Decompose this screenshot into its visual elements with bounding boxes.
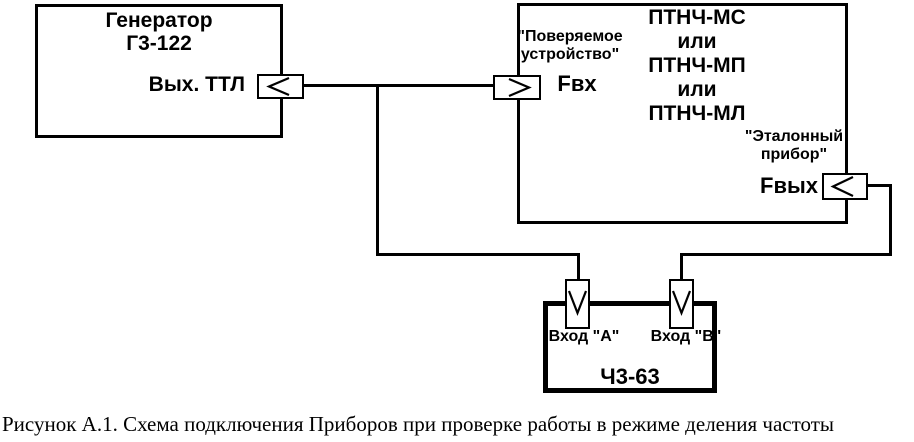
converter-title-line4: или bbox=[677, 78, 717, 101]
figure-caption: Рисунок А.1. Схема подключения Приборов при проверке работы в режиме деления частоты bbox=[2, 412, 834, 436]
counter-title: Ч3-63 bbox=[600, 364, 660, 389]
converter-title-line3: ПТНЧ-МП bbox=[648, 54, 746, 77]
wire-branch-down bbox=[376, 84, 379, 256]
converter-title-line5: ПТНЧ-МЛ bbox=[648, 102, 746, 125]
chevron-down-icon bbox=[671, 281, 692, 327]
converter-title-line2: или bbox=[677, 30, 717, 53]
chevron-down-icon bbox=[567, 281, 588, 327]
input-a-label: Вход "А" bbox=[548, 328, 620, 345]
input-a-connector bbox=[565, 279, 590, 329]
reference-device-line1: "Эталонный bbox=[744, 128, 844, 145]
fvx-input-connector bbox=[493, 75, 541, 100]
checked-device-line2: устройство" bbox=[520, 46, 620, 63]
reference-device-line2: прибор" bbox=[760, 146, 828, 163]
chevron-left-icon bbox=[259, 76, 302, 97]
input-b-connector bbox=[669, 279, 694, 329]
wire-input-a-drop bbox=[577, 253, 580, 281]
wire-to-input-b-horizontal bbox=[680, 253, 892, 256]
reference-device-annotation bbox=[738, 128, 850, 164]
fvyh-output-connector bbox=[822, 173, 868, 200]
ttl-output-label: Вых. ТТЛ bbox=[148, 73, 245, 96]
converter-title bbox=[537, 6, 857, 126]
checked-device-annotation bbox=[510, 28, 630, 64]
wire-generator-to-fvx bbox=[304, 84, 495, 87]
fvyh-port-label: Fвых bbox=[760, 173, 818, 198]
generator-title bbox=[38, 9, 280, 55]
fvx-port-label: Fвх bbox=[557, 71, 597, 96]
checked-device-line1: "Поверяемое bbox=[517, 28, 623, 45]
wire-to-input-a-horizontal bbox=[376, 253, 580, 256]
generator-title-line1: Генератор bbox=[105, 9, 213, 32]
wire-input-b-drop bbox=[680, 253, 683, 281]
ttl-output-connector bbox=[257, 74, 304, 99]
chevron-right-icon bbox=[495, 77, 539, 98]
input-b-label: Вход "В" bbox=[650, 328, 722, 345]
chevron-left-icon bbox=[824, 175, 866, 198]
generator-title-line2: Г3-122 bbox=[126, 32, 192, 55]
wire-right-down bbox=[889, 184, 892, 256]
converter-title-line1: ПТНЧ-МС bbox=[648, 6, 746, 29]
